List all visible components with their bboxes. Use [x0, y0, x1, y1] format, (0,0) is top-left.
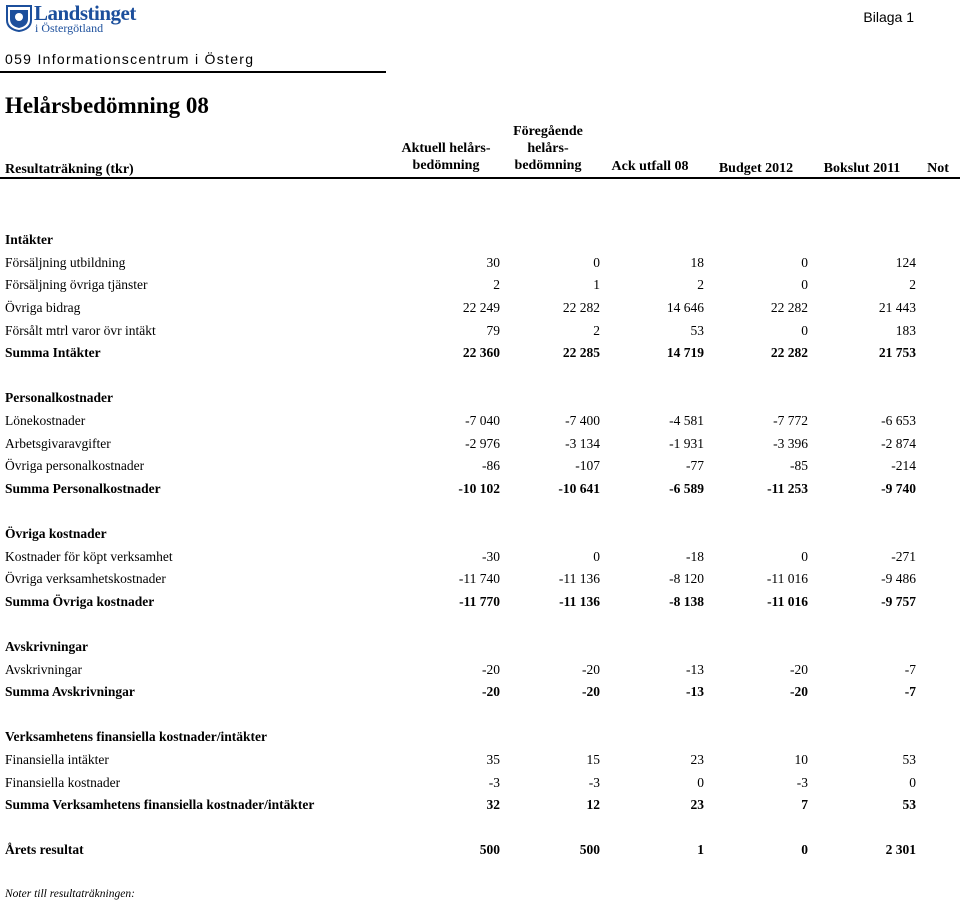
row-value: [704, 387, 808, 410]
row-value: 32: [486, 797, 500, 813]
row-value: -3: [488, 774, 500, 790]
spacer-row: [0, 500, 916, 523]
row-value: [808, 636, 916, 659]
row-value: 0: [593, 548, 600, 564]
row-value: 0: [801, 277, 808, 293]
column-header-foregaende: [498, 123, 598, 174]
row-value: -7 400: [565, 413, 600, 429]
row-value: -77: [686, 458, 704, 474]
row-value: 53: [902, 751, 916, 767]
shield-crest-icon: [6, 5, 32, 32]
table-row: [0, 297, 916, 320]
row-value: -4 581: [669, 413, 704, 429]
row-value: 2 301: [885, 842, 916, 858]
row-value: 14 646: [666, 300, 704, 316]
table-row: [0, 749, 916, 772]
row-value: -2 874: [881, 435, 916, 451]
table-row: [0, 252, 916, 275]
row-value: -8 120: [669, 571, 704, 587]
row-value: [365, 636, 500, 659]
spacer-row: [0, 365, 916, 388]
row-value: -3: [588, 774, 600, 790]
column-header-foregaende-line2: helårs-: [527, 141, 569, 156]
table-row-bold: [0, 726, 916, 749]
row-value: 23: [690, 751, 704, 767]
row-value: -10 102: [458, 480, 500, 496]
row-value: 0: [801, 322, 808, 338]
table-row-bold: [0, 523, 916, 546]
spacer-cell: [0, 500, 916, 523]
row-label: Finansiella kostnader: [5, 774, 121, 790]
row-label: Arbetsgivaravgifter: [5, 435, 111, 451]
row-value: 1: [697, 842, 704, 858]
row-value: [704, 229, 808, 252]
row-label: Försäljning utbildning: [5, 254, 126, 270]
row-value: 2: [593, 322, 600, 338]
row-value: -20: [582, 661, 600, 677]
row-value: 22 282: [770, 345, 808, 361]
table-row-bold: [0, 478, 916, 501]
unit-underline: [0, 71, 386, 73]
row-value: 53: [902, 797, 916, 813]
column-header-label: Resultaträkning (tkr): [5, 162, 134, 177]
row-value: -1 931: [669, 435, 704, 451]
column-header-ack-utfall: Ack utfall 08: [611, 159, 689, 174]
unit-heading: 059 Informationscentrum i Österg: [5, 51, 255, 67]
row-value: 53: [690, 322, 704, 338]
row-value: 2: [697, 277, 704, 293]
row-value: 7: [801, 797, 808, 813]
row-value: -11 770: [459, 593, 500, 609]
row-value: 2: [493, 277, 500, 293]
row-value: -13: [686, 684, 704, 700]
row-value: -9 757: [881, 593, 916, 609]
row-value: [808, 229, 916, 252]
row-value: [600, 229, 704, 252]
row-value: -6 589: [669, 480, 704, 496]
spacer-cell: [0, 703, 916, 726]
row-value: 12: [586, 797, 600, 813]
table-row-bold: [0, 636, 916, 659]
logo-sub-text: i Östergötland: [35, 21, 104, 35]
row-value: -11 136: [558, 571, 600, 587]
row-label: Summa Verksamhetens finansiella kostnader/intäkter: [5, 797, 315, 813]
spacer-row: [0, 816, 916, 839]
row-value: 22 249: [462, 300, 500, 316]
row-value: -3 134: [565, 435, 600, 451]
row-value: 500: [479, 842, 500, 858]
table-row: [0, 568, 916, 591]
row-value: -85: [790, 458, 808, 474]
row-label: Årets resultat: [5, 842, 84, 858]
row-label: Summa Avskrivningar: [5, 684, 135, 700]
row-value: [600, 387, 704, 410]
column-header-not: Not: [927, 161, 949, 176]
row-label: Försålt mtrl varor övr intäkt: [5, 322, 156, 338]
row-value: [365, 229, 500, 252]
row-value: 124: [895, 254, 916, 270]
row-value: [704, 523, 808, 546]
income-statement-table: [0, 229, 916, 862]
row-value: [500, 229, 600, 252]
row-value: -7: [904, 684, 916, 700]
row-value: 0: [801, 254, 808, 270]
row-value: 14 719: [666, 345, 704, 361]
row-value: -8 138: [669, 593, 704, 609]
row-value: -18: [686, 548, 704, 564]
table-row-bold: [0, 229, 916, 252]
row-value: [365, 387, 500, 410]
row-label: Summa Personalkostnader: [5, 480, 161, 496]
row-value: 22 285: [562, 345, 600, 361]
spacer-cell: [0, 613, 916, 636]
row-label: Avskrivningar: [5, 638, 89, 654]
page-label: Bilaga 1: [863, 9, 914, 25]
spacer-cell: [0, 365, 916, 388]
row-value: 0: [909, 774, 916, 790]
row-value: 18: [690, 254, 704, 270]
column-header-bokslut: Bokslut 2011: [823, 161, 901, 176]
row-label: Verksamhetens finansiella kostnader/intäkter: [5, 729, 268, 745]
row-value: -214: [891, 458, 916, 474]
row-value: -11 136: [559, 593, 600, 609]
row-value: [704, 636, 808, 659]
row-value: [808, 726, 916, 749]
logo-brand-text: Landstinget: [34, 1, 136, 25]
row-value: 35: [486, 751, 500, 767]
row-value: 0: [801, 842, 808, 858]
row-label: Avskrivningar: [5, 661, 82, 677]
row-value: -20: [790, 684, 808, 700]
spacer-row: [0, 703, 916, 726]
row-value: -20: [790, 661, 808, 677]
row-label: Summa Övriga kostnader: [5, 593, 155, 609]
row-value: -30: [482, 548, 500, 564]
row-value: -2 976: [465, 435, 500, 451]
row-value: -20: [482, 684, 500, 700]
page-title: Helårsbedömning 08: [5, 93, 209, 118]
row-value: 22 360: [462, 345, 500, 361]
row-value: [500, 387, 600, 410]
row-value: -271: [891, 548, 916, 564]
spacer-cell: [0, 816, 916, 839]
row-value: -7 772: [773, 413, 808, 429]
row-label: Kostnader för köpt verksamhet: [5, 548, 173, 564]
row-value: -20: [582, 684, 600, 700]
notes-heading: Noter till resultaträkningen:: [5, 888, 135, 900]
row-value: -9 486: [881, 571, 916, 587]
table-row: [0, 274, 916, 297]
row-value: [704, 726, 808, 749]
row-value: -13: [686, 661, 704, 677]
table-row-bold: [0, 387, 916, 410]
row-label: Övriga personalkostnader: [5, 458, 145, 474]
row-value: -11 740: [458, 571, 500, 587]
table-row: [0, 410, 916, 433]
table-row-bold: [0, 839, 916, 862]
spacer-row: [0, 613, 916, 636]
column-header-aktuell-line1: Aktuell helårs-: [401, 141, 491, 156]
row-value: 21 753: [878, 345, 916, 361]
row-value: -6 653: [881, 413, 916, 429]
row-value: [500, 636, 600, 659]
row-label: Intäkter: [5, 232, 53, 248]
row-value: 1: [593, 277, 600, 293]
row-label: Personalkostnader: [5, 390, 113, 406]
row-value: -20: [482, 661, 500, 677]
table-row-bold: [0, 794, 916, 817]
table-row: [0, 319, 916, 342]
column-header-budget: Budget 2012: [718, 161, 794, 176]
row-value: 22 282: [770, 300, 808, 316]
row-value: -86: [482, 458, 500, 474]
row-value: -11 016: [767, 593, 808, 609]
row-value: [808, 523, 916, 546]
row-value: 23: [690, 797, 704, 813]
column-header-foregaende-line3: bedömning: [514, 158, 582, 173]
row-label: Övriga verksamhetskostnader: [5, 571, 166, 587]
column-header-aktuell-line2: bedömning: [412, 158, 480, 173]
row-value: 10: [794, 751, 808, 767]
row-value: [600, 726, 704, 749]
row-value: 0: [697, 774, 704, 790]
row-value: [808, 387, 916, 410]
column-header-aktuell: [394, 140, 498, 174]
row-label: Summa Intäkter: [5, 345, 101, 361]
table-row: [0, 658, 916, 681]
income-statement-body: [0, 229, 916, 862]
table-row: [0, 545, 916, 568]
row-value: -3 396: [773, 435, 808, 451]
row-value: 79: [486, 322, 500, 338]
row-value: [500, 726, 600, 749]
row-label: Övriga bidrag: [5, 300, 81, 316]
row-value: [365, 523, 500, 546]
row-value: -9 740: [881, 480, 916, 496]
table-row-bold: [0, 591, 916, 614]
row-value: -11 016: [766, 571, 808, 587]
table-row-bold: [0, 681, 916, 704]
column-header-foregaende-line1: Föregående: [513, 124, 583, 139]
row-value: -11 253: [767, 480, 808, 496]
row-label: Finansiella intäkter: [5, 751, 109, 767]
table-row-bold: [0, 342, 916, 365]
row-value: 30: [486, 254, 500, 270]
row-value: -107: [575, 458, 600, 474]
row-value: [500, 523, 600, 546]
row-value: 500: [579, 842, 600, 858]
table-row: [0, 771, 916, 794]
table-row: [0, 455, 916, 478]
row-value: [600, 636, 704, 659]
row-value: [365, 726, 500, 749]
row-value: -7 040: [465, 413, 500, 429]
row-label: Lönekostnader: [5, 413, 86, 429]
row-value: -7: [904, 661, 916, 677]
row-value: 15: [586, 751, 600, 767]
row-value: 21 443: [878, 300, 916, 316]
row-value: -10 641: [558, 480, 600, 496]
table-row: [0, 432, 916, 455]
row-value: [600, 523, 704, 546]
row-label: Övriga kostnader: [5, 526, 107, 542]
row-value: 0: [801, 548, 808, 564]
row-value: 183: [895, 322, 916, 338]
row-label: Försäljning övriga tjänster: [5, 277, 148, 293]
header-rule: [0, 177, 960, 179]
row-value: 0: [593, 254, 600, 270]
row-value: -3: [796, 774, 808, 790]
row-value: 22 282: [562, 300, 600, 316]
row-value: 2: [909, 277, 916, 293]
